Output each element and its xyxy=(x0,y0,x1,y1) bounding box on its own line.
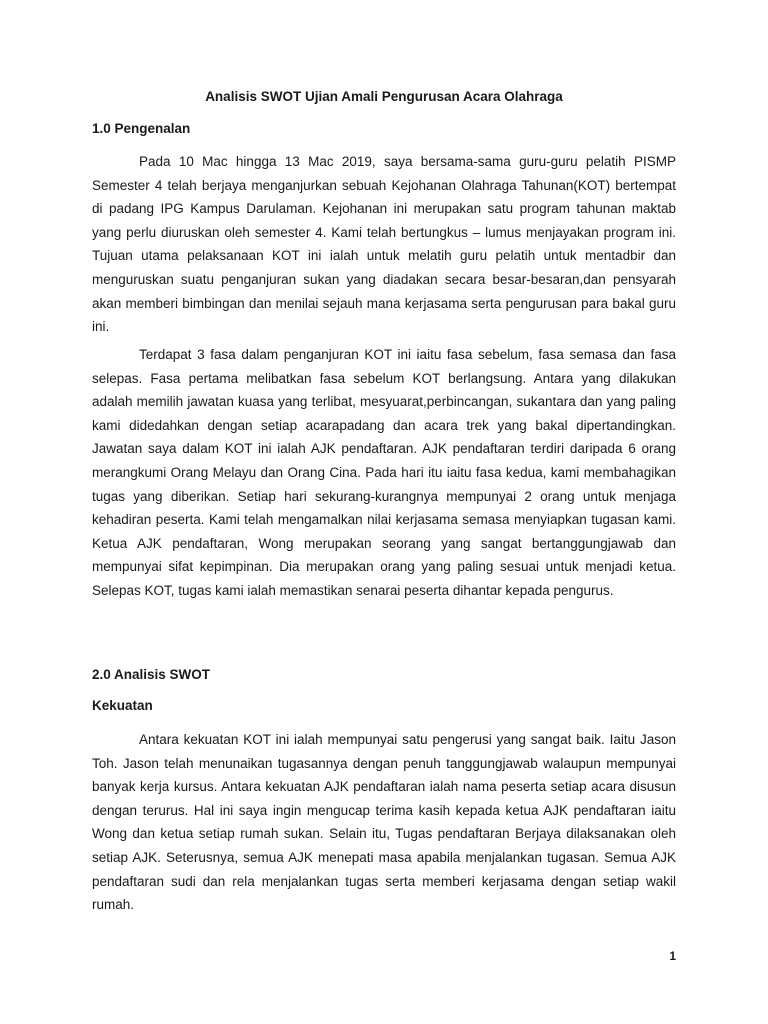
document-title: Analisis SWOT Ujian Amali Pengurusan Acara Olahraga xyxy=(205,89,563,104)
paragraph-intro-2: Terdapat 3 fasa dalam penganjuran KOT ini iaitu fasa sebelum, fasa semasa dan fasa selepas. Fasa pertama melibatkan fasa sebelum KOT berlangsung. Antara yang dilakukan adalah memilih jawatan kuasa yang terlibat, mesyuarat,perbincangan, sukantara dan yang paling kami didedahkan dengan setiap acarapadang dan acara trek yang bakal dipertandingkan. Jawatan saya dalam KOT ini ialah AJK pendaftaran. AJK pendaftaran terdiri daripada 6 orang merangkumi Orang Melayu dan Orang Cina. Pada hari itu iaitu fasa kedua, kami membahagikan tugas yang diberikan. Setiap hari sekurang-kurangnya mempunyai 2 orang untuk menjaga kehadiran peserta. Kami telah mengamalkan nilai kerjasama semasa menyiapkan tugasan kami. Ketua AJK pendaftaran, Wong merupakan seorang yang sangat bertanggungjawab dan mempunyai sifat kepimpinan. Dia merupakan orang yang paling sesuai untuk menjadi ketua. Selepas KOT, tugas kami ialah memastikan senarai peserta dihantar kepada pengurus. xyxy=(92,347,676,598)
paragraph-kekuatan: Antara kekuatan KOT ini ialah mempunyai satu pengerusi yang sangat baik. Iaitu Jason Toh. Jason telah menunaikan tugasannya dengan penuh tanggungjawab walaupun mempunyai banyak kerja kursus. Antara kekuatan AJK pendaftaran ialah nama peserta setiap acara disusun dengan terurus. Hal ini saya ingin mengucap terima kasih kepada ketua AJK pendaftaran iaitu Wong dan ketua setiap rumah sukan. Selain itu, Tugas pendaftaran Berjaya dilaksanakan oleh setiap AJK. Seterusnya, semua AJK menepati masa apabila menjalankan tugasan. Semua AJK pendaftaran sudi dan rela menjalankan tugas serta memberi kerjasama dengan setiap wakil rumah. xyxy=(92,732,676,913)
paragraph-intro-1: Pada 10 Mac hingga 13 Mac 2019, saya bersama-sama guru-guru pelatih PISMP Semester 4 telah berjaya menganjurkan sebuah Kejohanan Olahraga Tahunan(KOT) bertempat di padang IPG Kampus Darulaman. Kejohanan ini merupakan satu program tahunan maktab yang perlu diuruskan oleh semester 4. Kami telah bertungkus – lumus menjayakan program ini. Tujuan utama pelaksanaan KOT ini ialah untuk melatih guru pelatih untuk mentadbir dan menguruskan suatu penganjuran sukan yang diadakan secara besar-besaran,dan pensyarah akan memberi bimbingan dan menilai sejauh mana kerjasama serta pengurusan para bakal guru ini. xyxy=(92,154,676,335)
section-heading-pengenalan: 1.0 Pengenalan xyxy=(92,121,191,136)
subheading-kekuatan: Kekuatan xyxy=(92,698,153,713)
section-heading-analisis-swot: 2.0 Analisis SWOT xyxy=(92,667,211,682)
page-number: 1 xyxy=(669,949,676,963)
